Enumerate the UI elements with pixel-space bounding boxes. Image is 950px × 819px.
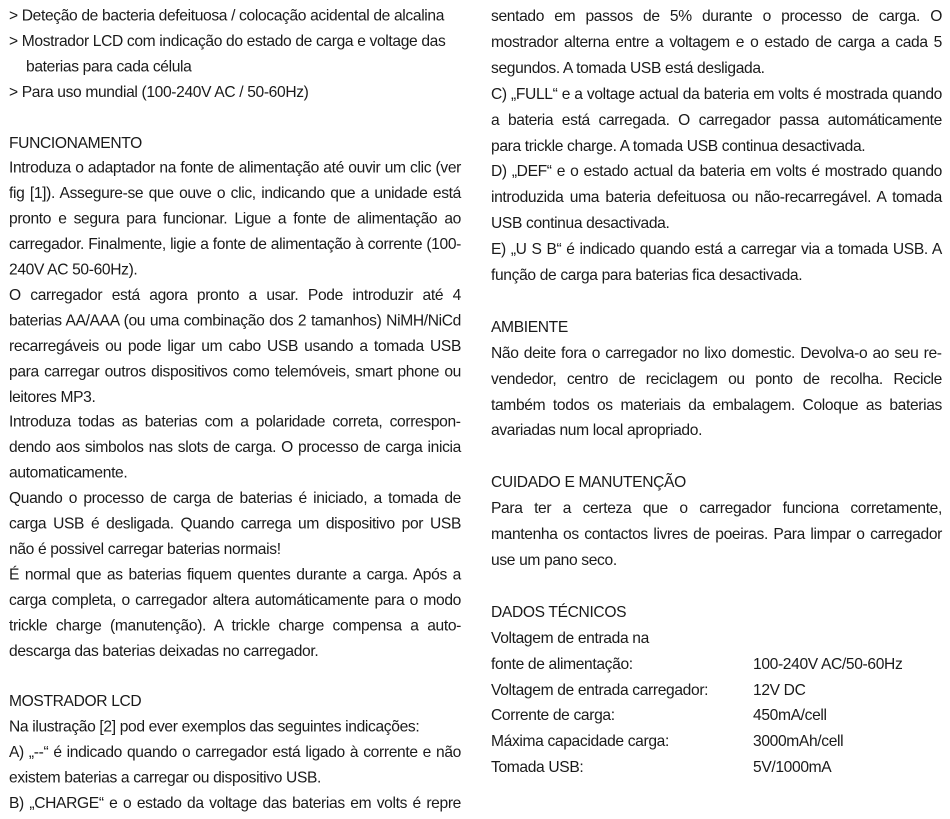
paragraph: Introduza todas as baterias com a polaridade correta, correspondendo aos simbolos nas slots de carga. O processo de carga inicia automaticamente. [9,414,461,482]
paragraph: A) „--“ é indicado quando o carregador está ligado à corrente e não existem baterias a carregar ou dispositivo USB. [9,744,461,787]
paragraph: Não deite fora o carregador no lixo domestic. Devolva-o ao seu revendedor, centro de reciclagem ou ponto de recolha. Recicle também todos os materiais da embalagem. Coloque as baterias avariadas num local apropriado. [491,344,942,440]
section-heading-mostrador-lcd: MOSTRADOR LCD [9,693,142,711]
spec-value: 3000mAh/cell [753,733,844,751]
section-heading-funcionamento: FUNCIONAMENTO [9,134,142,152]
paragraph: sentado em passos de 5% durante o processo de carga. O mostrador alterna entre a voltagem e o estado de carga a cada 5 segundos. A tomada USB está desligada. [491,8,942,77]
bullet-text: Deteção de bacteria defeituosa / colocação acidental de alcalina [21,7,445,25]
paragraph: C) „FULL“ e a voltage actual da bateria em volts é mostrada quando a bateria está carregada. O carregador passa automáticamente para trickle charge. A tomada USB continua desactivada. [491,85,942,155]
spec-label: Corrente de carga: [491,707,615,725]
table-row [491,755,942,781]
right-column [491,4,942,781]
left-column [9,4,461,817]
bullet-text: Para uso mundial (100-240V AC / 50-60Hz) [21,84,309,101]
section-heading-dados-tecnicos: DADOS TÉCNICOS [491,603,627,621]
table-row [491,652,942,678]
bullet-text: Mostrador LCD com indicação do estado de carga e voltage das baterias para cada célula [21,33,446,76]
spec-label: Voltagem de entrada carregador: [491,681,709,699]
paragraph: B) „CHARGE“ e o estado da voltage das baterias em volts é repre [9,795,461,813]
feature-bullet: > Mostrador LCD com indicação do estado de carga e voltage das baterias para cada célula [9,33,446,76]
spec-label: fonte de alimentação: [491,655,633,673]
table-row [491,729,942,755]
paragraph: Na ilustração [2] pod ever exemplos das seguintes indicações: [9,719,420,736]
spec-value: 12V DC [753,681,806,699]
spec-value: 5V/1000mA [753,759,832,777]
paragraph: D) „DEF“ e o estado actual da bateria em volts é mostrado quando introduzida uma bateria defeituosa ou não-recarregável. A tomada USB continua desactivada. [491,163,942,233]
spec-label: Máxima capacidade carga: [491,733,669,751]
paragraph: E) „U S B“ é indicado quando está a carregar via a tomada USB. A função de carga para baterias fica desactivada. [491,241,942,285]
spec-value: 450mA/cell [753,707,827,725]
table-row [491,703,942,729]
paragraph: É normal que as baterias fiquem quentes durante a carga. Após a carga completa, o carregador altera automáticamente para o modo trickle charge (manutenção). A trickle charge compensa a auto-descarga das baterias deixadas no carregador. [9,566,461,660]
table-row [491,626,942,652]
section-heading-ambiente: AMBIENTE [491,318,568,336]
feature-bullet: > Para uso mundial (100-240V AC / 50-60Hz) [9,84,309,101]
table-row [491,678,942,704]
paragraph: O carregador está agora pronto a usar. Pode introduzir até 4 baterias AA/AAA (ou uma combinação dos 2 tamanhos) NiMH/NiCd recarregáveis ou pode ligar um cabo USB usando a tomada USB para carregar outros dispositivos como telemóveis, smart phone ou leitores MP3. [9,287,461,406]
section-heading-cuidado: CUIDADO E MANUTENÇÃO [491,474,686,492]
technical-data-table [491,626,942,781]
spec-label: Voltagem de entrada na [491,629,649,647]
paragraph: Quando o processo de carga de baterias é iniciado, a tomada de carga USB é desligada. Quando carrega um dispositivo por USB não é possivel carregar baterias normais! [9,490,461,559]
spec-value [753,626,942,652]
spec-value: 100-240V AC/50-60Hz [753,655,903,673]
paragraph: Introduza o adaptador na fonte de alimentação até ouvir um clic (ver fig [1]). Assegure-se que ouve o clic, indicando que a unidade está pronto e segura para funcionar. Ligue a fonte de alimentação ao carregador. Finalmente, ligie a fonte de alimentação à corrente (100-240V AC 50-60Hz). [9,160,461,279]
spec-label: Tomada USB: [491,759,584,777]
feature-bullet: > Deteção de bacteria defeituosa / colocação acidental de alcalina [9,7,445,25]
paragraph: Para ter a certeza que o carregador funciona corretamente, mantenha os contactos livres de poeiras. Para limpar o carregador use um pano seco. [491,500,942,569]
